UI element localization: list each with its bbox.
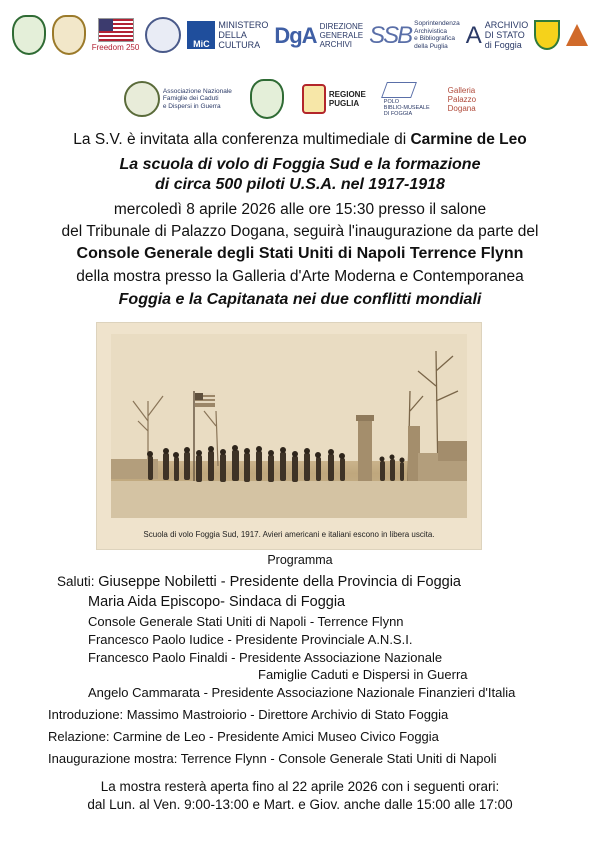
finanzieri-logo (250, 79, 284, 119)
invitation-prefix: La S.V. è invitata alla conferenza multimediale di (73, 131, 411, 148)
saluti-5a: Francesco Paolo Finaldi - Presidente Associazione Nazionale (88, 650, 443, 665)
us-seal-icon (145, 17, 181, 53)
dga-logo: DgA DIREZIONE GENERALE ARCHIVI (274, 21, 364, 49)
footer-line-2: dal Lun. al Ven. 9:00-13:00 e Mart. e Giov. anche dalle 15:00 alle 17:00 (87, 797, 513, 812)
historic-photo-frame (97, 323, 481, 549)
polo-mark-icon (381, 82, 417, 98)
star-shield-icon (534, 20, 560, 50)
speaker-name: Carmine de Leo (410, 131, 527, 148)
us-embassy-logo (145, 17, 181, 53)
museum-house-icon (566, 24, 588, 46)
freedom250-logo: Freedom 250 (92, 18, 140, 52)
galleria-logo: Galleria Palazzo Dogana (447, 85, 477, 113)
ancr-logo (534, 20, 560, 50)
comune-seal-icon (52, 15, 86, 55)
invitation-line (0, 131, 600, 149)
polo-biblio-museale-logo: POLO BIBLIO-MUSEALE DI FOGGIA (384, 82, 430, 117)
ssb-mark-icon: SSB (369, 21, 412, 49)
amici-museo-logo (566, 24, 588, 46)
saluti-1: Giuseppe Nobiletti - Presidente della Provincia di Foggia (98, 574, 461, 590)
soprintendenza-logo: SSB Soprintendenza Archivistica e Bibliografica della Puglia (369, 20, 460, 50)
consul-name: degli Stati Uniti di Napoli Terrence Flynn (212, 245, 524, 262)
programma-title: Programma (267, 553, 333, 567)
comune-foggia-logo (52, 15, 86, 55)
finanzieri-seal-icon (250, 79, 284, 119)
photo-caption: Scuola di volo Foggia Sud, 1917. Avieri americani e italiani escono in libera uscita. (143, 530, 435, 539)
footer-line-1: La mostra resterà aperta fino al 22 aprile 2026 con i seguenti orari: (100, 779, 500, 794)
exhibit-line: della mostra presso la Galleria d'Arte Moderna e Contemporanea (76, 268, 524, 285)
mic-icon: MiC (187, 21, 215, 49)
saluti-6: Angelo Cammarata - Presidente Associazione Nazionale Finanzieri d'Italia (88, 685, 516, 700)
date-line: mercoledì 8 aprile 2026 alle ore 15:30 presso il salone (113, 201, 487, 218)
saluti-2: Maria Aida Episcopo- Sindaca di Foggia (88, 594, 346, 610)
saluti-4: Francesco Paolo Iudice - Presidente Provinciale A.N.S.I. (88, 632, 413, 647)
dga-mark-icon: DgA (274, 22, 317, 48)
saluti-line-1 (57, 574, 461, 590)
introduzione-line: Introduzione: Massimo Mastroiorio - Direttore Archivio di Stato Foggia (48, 707, 449, 722)
saluti-5b: Famiglie Caduti e Dispersi in Guerra (258, 667, 468, 682)
historic-photo (108, 331, 470, 521)
exhibit-title: Foggia e la Capitanata nei due conflitti mondiali (118, 291, 482, 308)
saluti-3: Console Generale Stati Uniti di Napoli - Terrence Flynn (88, 614, 404, 629)
relazione-line: Relazione: Carmine de Leo - Presidente Amici Museo Civico Foggia (48, 729, 439, 744)
regione-puglia-logo: REGIONE PUGLIA (302, 84, 366, 114)
puglia-crest-icon (302, 84, 326, 114)
provincia-seal-icon (12, 15, 46, 55)
logo-row-top (0, 12, 600, 58)
conference-title-line-2: di circa 500 piloti U.S.A. nel 1917-1918 (155, 176, 445, 193)
ancfargb-seal-icon (124, 81, 160, 117)
venue-line: del Tribunale di Palazzo Dogana, seguirà l'inaugurazione da parte del (61, 223, 539, 240)
inaugurazione-line: Inaugurazione mostra: Terrence Flynn - Console Generale Stati Uniti di Napoli (48, 751, 497, 766)
ministero-cultura-logo: MiC MINISTERO DELLA CULTURA (187, 20, 268, 50)
us-flag-icon (98, 18, 134, 42)
consul-line (0, 245, 600, 263)
saluti-label: Saluti: (57, 574, 99, 589)
consul-title: Console Generale (76, 245, 213, 262)
provincia-foggia-logo (12, 15, 46, 55)
as-mark-icon: A (465, 21, 482, 49)
photo-illustration (108, 331, 470, 521)
ancfargb-logo: Associazione Nazionale Famiglie dei Caduti e Dispersi in Guerra (124, 81, 232, 117)
logo-row-bottom (0, 76, 600, 122)
archivio-stato-logo: A ARCHIVIO DI STATO di Foggia (465, 20, 529, 50)
conference-title-line-1: La scuola di volo di Foggia Sud e la formazione (119, 156, 481, 173)
